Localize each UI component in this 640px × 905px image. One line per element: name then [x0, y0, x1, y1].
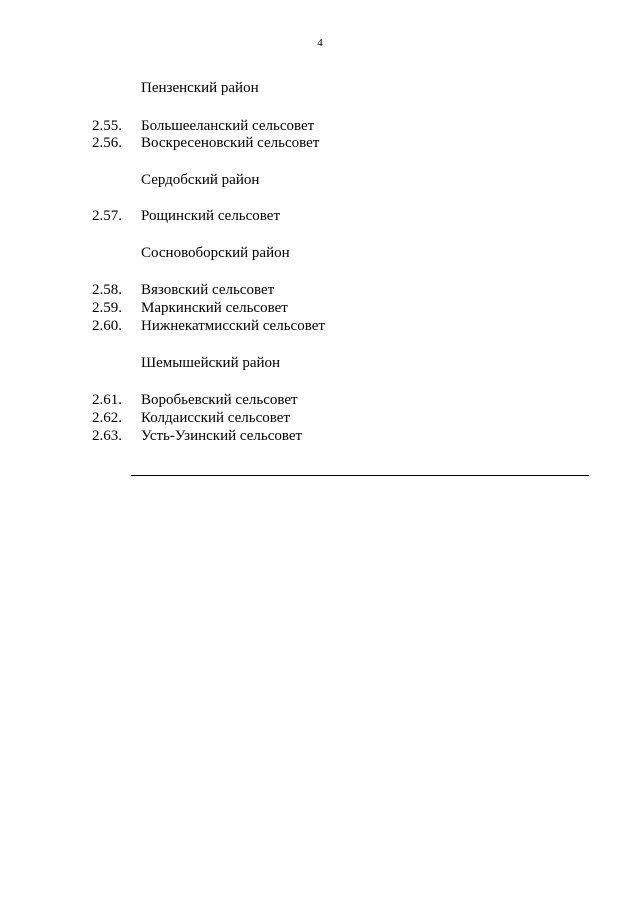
item-name: Нижнекатмисский сельсовет: [141, 318, 325, 334]
item-name: Воробьевский сельсовет: [141, 392, 298, 408]
item-name: Воскресеновский сельсовет: [141, 135, 320, 151]
item-number: 2.56.: [92, 135, 122, 151]
item-name: Вязовский сельсовет: [141, 282, 275, 298]
item-number: 2.60.: [92, 318, 122, 334]
item-number: 2.63.: [92, 428, 122, 444]
item-name: Рощинский сельсовет: [141, 208, 281, 224]
district-heading-sosnovoborsky: Сосновоборский район: [141, 245, 290, 261]
item-number: 2.58.: [92, 282, 122, 298]
item-number: 2.57.: [92, 208, 122, 224]
page-number: 4: [317, 37, 323, 49]
item-number: 2.55.: [92, 118, 122, 134]
item-number: 2.61.: [92, 392, 122, 408]
item-name: Большееланский сельсовет: [141, 118, 315, 134]
item-number: 2.59.: [92, 300, 122, 316]
item-name: Маркинский сельсовет: [141, 300, 288, 316]
district-heading-serdobsky: Сердобский район: [141, 172, 260, 188]
item-number: 2.62.: [92, 410, 122, 426]
district-heading-shemysheisky: Шемышейский район: [141, 355, 281, 371]
district-heading-penzensky: Пензенский район: [141, 80, 259, 96]
end-divider-line: [131, 475, 589, 476]
item-name: Колдаисский сельсовет: [141, 410, 290, 426]
item-name: Усть-Узинский сельсовет: [141, 428, 303, 444]
